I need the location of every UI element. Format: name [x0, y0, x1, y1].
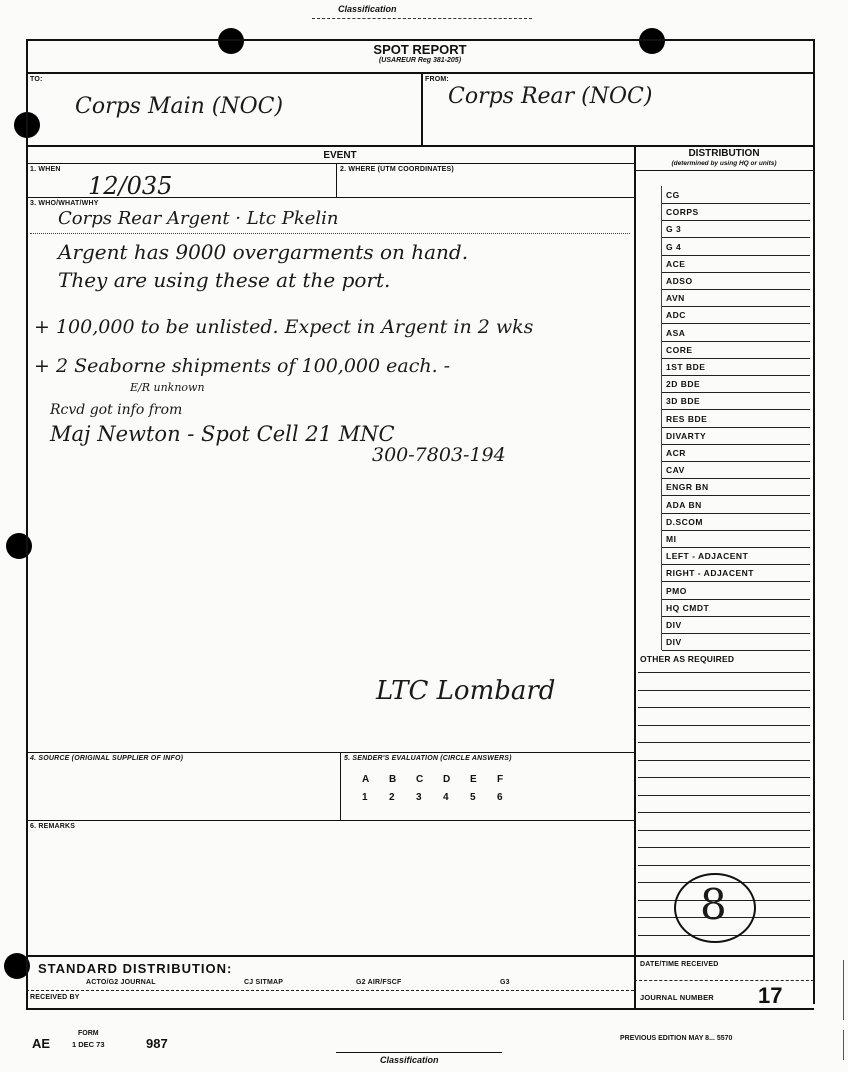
other-rule [638, 707, 810, 708]
distribution-item[interactable]: CAV [666, 465, 685, 476]
distribution-rule [662, 599, 810, 600]
other-rule [638, 742, 810, 743]
distribution-item[interactable]: ACR [666, 448, 686, 458]
handwritten-line: 300-7803-194 [372, 444, 506, 466]
distribution-item[interactable]: 3D BDE [666, 396, 701, 407]
evaluation-option[interactable]: D [443, 774, 451, 785]
evaluation-option[interactable]: 1 [362, 792, 368, 803]
distribution-item[interactable]: CORE [666, 344, 693, 355]
remarks-label: 6. REMARKS [30, 823, 76, 830]
report-title: SPOT REPORT [373, 42, 467, 57]
evaluation-option[interactable]: 5 [470, 792, 476, 803]
standard-distribution-label: STANDARD DISTRIBUTION: [38, 961, 233, 976]
to-value: Corps Main (NOC) [75, 94, 284, 119]
distribution-item[interactable]: DIVARTY [666, 430, 707, 441]
evaluation-option[interactable]: 6 [497, 792, 503, 803]
signature: LTC Lombard [376, 676, 556, 706]
distribution-rule [662, 495, 810, 496]
distribution-item[interactable]: PMO [666, 585, 687, 596]
distribution-rule [662, 633, 810, 634]
distribution-rule [662, 513, 810, 514]
evaluation-option[interactable]: E [470, 774, 477, 785]
circled-number-value: 8 [700, 880, 727, 929]
distribution-rule [662, 220, 810, 221]
distribution-rule [662, 461, 810, 462]
handwritten-line: Maj Newton - Spot Cell 21 MNC [50, 422, 395, 446]
date-time-received-label: DATE/TIME RECEIVED [640, 961, 719, 968]
journal-number-label: JOURNAL NUMBER [640, 993, 714, 1002]
distribution-item[interactable]: ASA [666, 327, 686, 338]
distribution-rule [662, 616, 810, 617]
distribution-item[interactable]: D.SCOM [666, 516, 703, 527]
from-value: Corps Rear (NOC) [448, 84, 653, 109]
distribution-header: DISTRIBUTION [688, 148, 760, 159]
distribution-item[interactable]: ADSO [666, 276, 693, 286]
evaluation-option[interactable]: 2 [389, 792, 395, 803]
evaluation-option[interactable]: 4 [443, 792, 449, 803]
distribution-item[interactable]: ENGR BN [666, 482, 709, 493]
other-rule [638, 760, 810, 761]
form-label: FORM [78, 1030, 99, 1037]
handwritten-line: Argent has 9000 overgarments on hand. [58, 240, 469, 264]
distribution-rule [662, 237, 810, 238]
std-dist-item: G3 [500, 979, 510, 986]
distribution-item[interactable]: DIV [666, 620, 682, 630]
who-what-why-label: 3. WHO/WHAT/WHY [30, 200, 99, 207]
classification-bottom: Classification [380, 1055, 439, 1065]
distribution-item[interactable]: HQ CMDT [666, 602, 710, 613]
to-label: TO: [30, 76, 43, 83]
distribution-item[interactable]: G 4 [666, 241, 682, 252]
distribution-item[interactable]: 2D BDE [666, 379, 701, 390]
distribution-item[interactable]: ADA BN [666, 499, 702, 510]
distribution-rule [662, 289, 810, 290]
other-rule [638, 690, 810, 691]
other-rule [638, 777, 810, 778]
distribution-item[interactable]: 1ST BDE [666, 362, 706, 372]
classification-top-rule [312, 18, 532, 19]
form-number: 987 [146, 1036, 168, 1051]
evaluation-option[interactable]: F [497, 774, 504, 785]
distribution-rule [662, 409, 810, 410]
distribution-rule [662, 581, 810, 582]
std-dist-item: CJ SITMAP [244, 979, 284, 986]
distribution-item[interactable]: MI [666, 534, 677, 544]
previous-edition-note: PREVIOUS EDITION MAY 8... 5570 [620, 1035, 733, 1042]
other-rule [638, 812, 810, 813]
std-dist-item: ACTO/G2 JOURNAL [86, 979, 156, 986]
evaluation-label: 5. SENDER'S EVALUATION (CIRCLE ANSWERS) [344, 755, 512, 762]
distribution-rule [662, 375, 810, 376]
evaluation-option[interactable]: 3 [416, 792, 422, 803]
from-label: FROM: [425, 76, 449, 83]
distribution-rule [662, 203, 810, 204]
handwritten-line: Rcvd got info from [50, 402, 183, 418]
punch-hole [218, 28, 244, 54]
distribution-rule [662, 444, 810, 445]
handwritten-line: E/R unknown [130, 381, 205, 394]
distribution-rule [662, 650, 810, 651]
distribution-rule [662, 255, 810, 256]
form-date: 1 DEC 73 [72, 1040, 105, 1049]
classification-top: Classification [338, 4, 397, 14]
distribution-item[interactable]: AVN [666, 293, 685, 304]
distribution-rule [662, 427, 810, 428]
handwritten-line: Corps Rear Argent · Ltc Pkelin [58, 208, 339, 229]
evaluation-option[interactable]: A [362, 774, 370, 785]
distribution-rule [662, 478, 810, 479]
distribution-rule [662, 341, 810, 342]
report-subtitle: (USAREUR Reg 381-205) [378, 57, 462, 64]
distribution-rule [662, 564, 810, 565]
distribution-item[interactable]: G 3 [666, 224, 682, 235]
other-rule [638, 847, 810, 848]
distribution-rule [662, 306, 810, 307]
other-rule [638, 795, 810, 796]
distribution-rule [662, 272, 810, 273]
evaluation-option[interactable]: B [389, 774, 397, 785]
other-rule [638, 672, 810, 673]
distribution-rule [662, 547, 810, 548]
journal-number-value: 17 [758, 983, 783, 1008]
when-label: 1. WHEN [30, 166, 61, 173]
evaluation-option[interactable]: C [416, 774, 424, 785]
received-by-label: RECEIVED BY [30, 994, 80, 1001]
punch-hole [639, 28, 665, 54]
event-header: EVENT [323, 150, 357, 161]
distribution-subheader: (determined by using HQ or units) [671, 160, 777, 167]
handwritten-line: + 100,000 to be unlisted. Expect in Argent in 2 wks [34, 316, 534, 338]
distribution-item[interactable]: CG [666, 190, 680, 200]
source-label: 4. SOURCE (ORIGINAL SUPPLIER OF INFO) [30, 755, 184, 762]
where-label: 2. WHERE (UTM COORDINATES) [340, 166, 454, 173]
distribution-item[interactable]: LEFT - ADJACENT [666, 551, 749, 562]
other-rule [638, 725, 810, 726]
distribution-rule [662, 392, 810, 393]
distribution-item[interactable]: RIGHT - ADJACENT [666, 568, 754, 579]
other-rule [638, 830, 810, 831]
std-dist-item: G2 AIR/FSCF [356, 979, 402, 986]
distribution-item[interactable]: ADC [666, 310, 686, 321]
distribution-item[interactable]: RES BDE [666, 413, 708, 424]
distribution-rule [662, 358, 810, 359]
distribution-rule [662, 323, 810, 324]
punch-hole [6, 533, 32, 559]
distribution-item[interactable]: CORPS [666, 207, 699, 218]
handwritten-line: They are using these at the port. [58, 268, 391, 292]
other-rule [638, 865, 810, 866]
handwritten-line: + 2 Seaborne shipments of 100,000 each. - [34, 355, 451, 377]
distribution-item[interactable]: ACE [666, 258, 686, 269]
distribution-rule [662, 530, 810, 531]
other-as-required-label: OTHER AS REQUIRED [640, 654, 735, 664]
distribution-item[interactable]: DIV [666, 637, 682, 648]
when-value: 12/035 [88, 172, 173, 200]
form-prefix: AE [32, 1036, 51, 1051]
